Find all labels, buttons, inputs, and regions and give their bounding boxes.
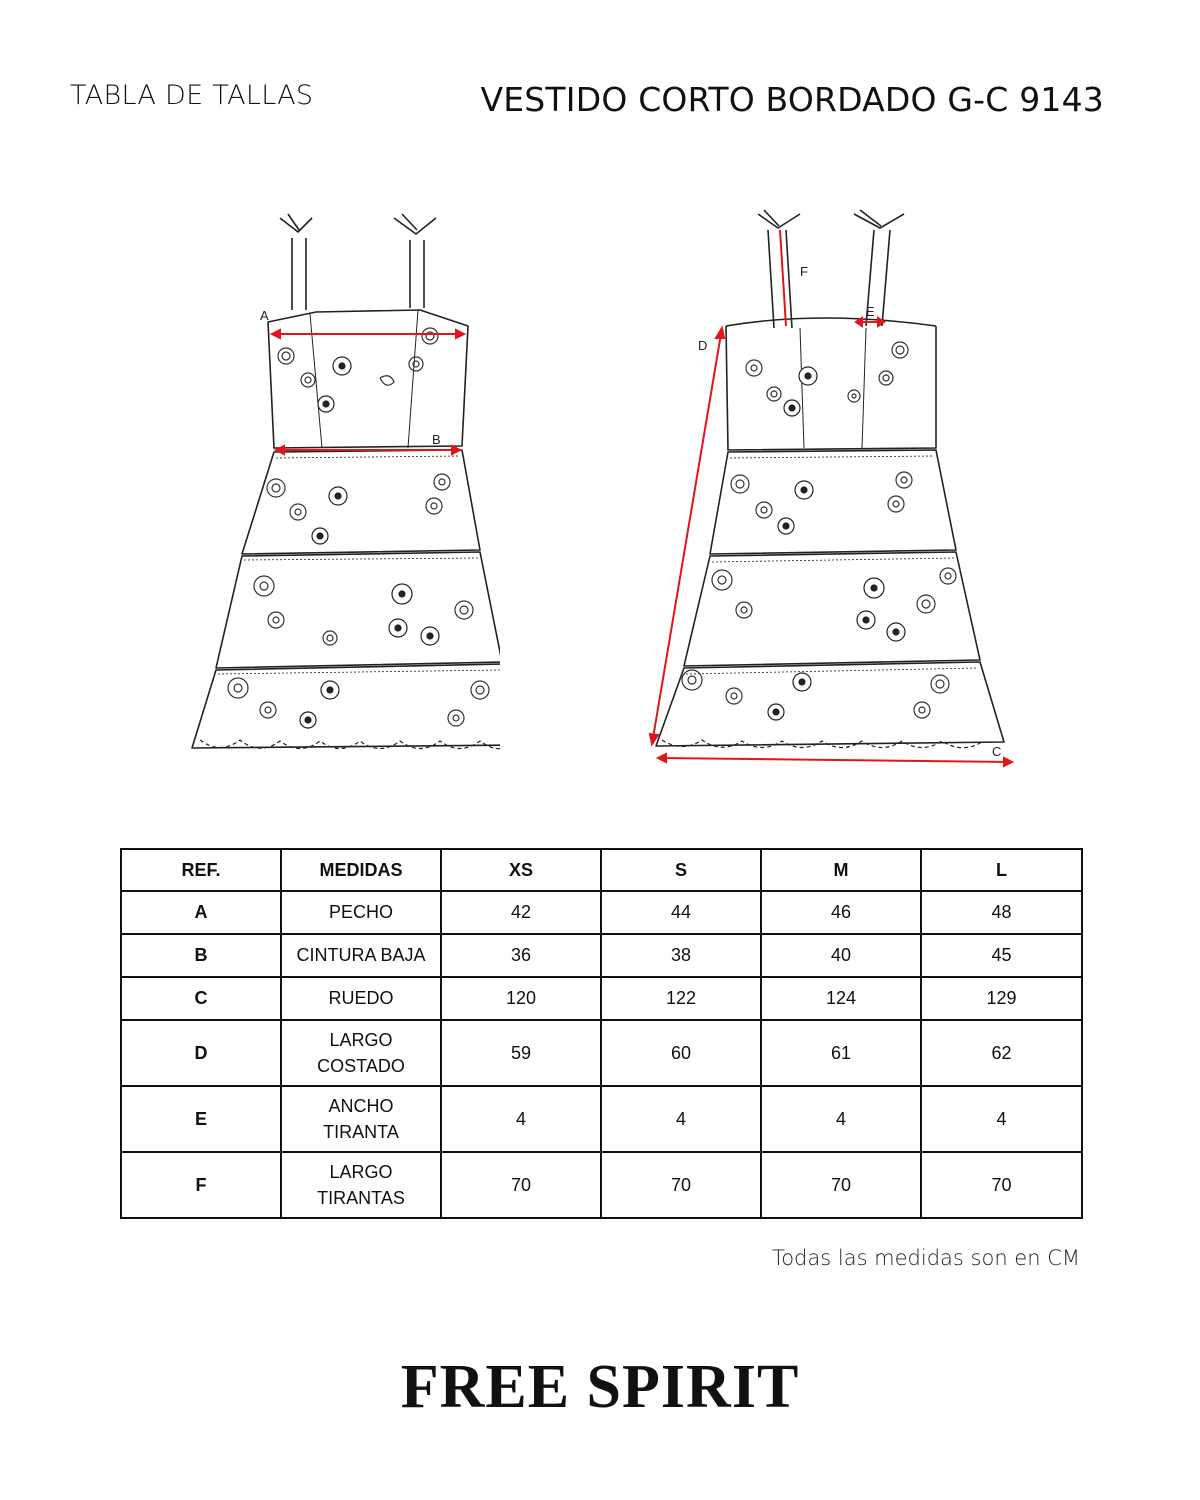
cell-s: 44 <box>601 891 761 934</box>
product-title: VESTIDO CORTO BORDADO G-C 9143 <box>480 80 1104 119</box>
back-dress-sketch <box>640 200 1040 780</box>
cell-l: 129 <box>921 977 1082 1020</box>
cell-s: 122 <box>601 977 761 1020</box>
header-s: S <box>601 849 761 891</box>
cell-xs: 70 <box>441 1152 601 1218</box>
label-c: C <box>992 744 1002 759</box>
cell-m: 4 <box>761 1086 921 1152</box>
cell-s: 38 <box>601 934 761 977</box>
cell-m: 124 <box>761 977 921 1020</box>
row-label-line: TIRANTA <box>323 1122 399 1142</box>
cell-l: 48 <box>921 891 1082 934</box>
table-row <box>121 1152 1082 1218</box>
cell-m: 40 <box>761 934 921 977</box>
row-ref: D <box>121 1020 281 1086</box>
label-b: B <box>432 432 441 447</box>
cell-s: 70 <box>601 1152 761 1218</box>
cell-s: 60 <box>601 1020 761 1086</box>
table-header-row <box>121 849 1082 891</box>
cell-m: 70 <box>761 1152 921 1218</box>
table-row <box>121 891 1082 934</box>
row-label <box>281 1020 441 1086</box>
cell-xs: 36 <box>441 934 601 977</box>
brand-logo: FREE SPIRIT <box>400 1353 800 1421</box>
label-d: D <box>698 338 708 353</box>
header-xs: XS <box>441 849 601 891</box>
row-label: CINTURA BAJA <box>281 934 441 977</box>
header-measures: MEDIDAS <box>281 849 441 891</box>
row-label: PECHO <box>281 891 441 934</box>
row-label <box>281 1086 441 1152</box>
cell-xs: 4 <box>441 1086 601 1152</box>
cell-l: 4 <box>921 1086 1082 1152</box>
size-chart-title: TABLA DE TALLAS <box>70 80 314 111</box>
cell-xs: 59 <box>441 1020 601 1086</box>
size-table <box>120 848 1083 1219</box>
cell-xs: 120 <box>441 977 601 1020</box>
cell-m: 46 <box>761 891 921 934</box>
row-ref: B <box>121 934 281 977</box>
cell-l: 45 <box>921 934 1082 977</box>
row-label <box>281 1152 441 1218</box>
cell-s: 4 <box>601 1086 761 1152</box>
back-dress-drawing <box>640 200 1040 780</box>
row-ref: A <box>121 891 281 934</box>
cell-m: 61 <box>761 1020 921 1086</box>
header-l: L <box>921 849 1082 891</box>
row-label-line: LARGO <box>329 1162 393 1182</box>
cell-xs: 42 <box>441 891 601 934</box>
label-f: F <box>800 264 808 279</box>
label-a: A <box>260 308 269 323</box>
row-label: RUEDO <box>281 977 441 1020</box>
label-e: E <box>866 304 875 319</box>
header-ref: REF. <box>121 849 281 891</box>
row-ref: C <box>121 977 281 1020</box>
cell-l: 70 <box>921 1152 1082 1218</box>
units-note: Todas las medidas son en CM <box>771 1246 1080 1270</box>
table-row <box>121 1086 1082 1152</box>
row-label-line: TIRANTAS <box>317 1188 405 1208</box>
table-row <box>121 1020 1082 1086</box>
cell-l: 62 <box>921 1020 1082 1086</box>
header-m: M <box>761 849 921 891</box>
row-ref: E <box>121 1086 281 1152</box>
row-ref: F <box>121 1152 281 1218</box>
row-label-line: COSTADO <box>317 1056 405 1076</box>
row-label-line: ANCHO <box>328 1096 394 1116</box>
front-dress-drawing <box>180 200 500 780</box>
front-dress-sketch <box>180 200 500 780</box>
table-row <box>121 934 1082 977</box>
table-row <box>121 977 1082 1020</box>
row-label-line: LARGO <box>329 1030 393 1050</box>
